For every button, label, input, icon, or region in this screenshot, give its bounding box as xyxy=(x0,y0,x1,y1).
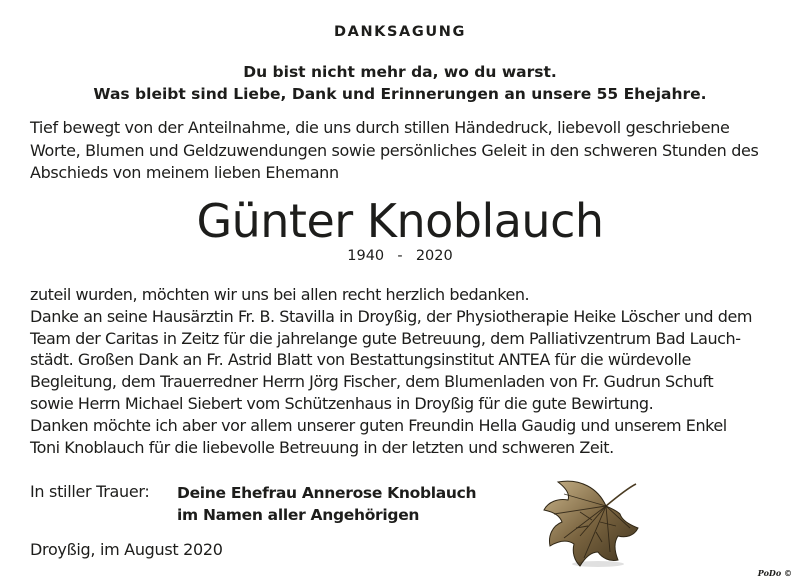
intro-line: Worte, Blumen und Geldzuwendungen sowie persönliches Geleit in den schweren Stunden des xyxy=(30,140,759,160)
mourner-line: Deine Ehefrau Annerose Knoblauch xyxy=(177,484,477,502)
heading: DANKSAGUNG xyxy=(333,24,466,40)
thanks-line: Danken möchte ich aber vor allem unserer guten Freundin Hella Gaudig und unserem Enkel xyxy=(30,415,727,435)
thanks-line: Team der Caritas in Zeitz für die jahrelange gute Betreuung, dem Palliativzentrum Bad Lauch- xyxy=(30,328,741,348)
thanks-line: städt. Großen Dank an Fr. Astrid Blatt von Bestattungsinstitut ANTEA für die würdevolle xyxy=(30,350,691,370)
motto xyxy=(0,61,800,105)
intro-paragraph xyxy=(30,117,790,185)
place-date: Droyßig, im August 2020 xyxy=(30,540,223,559)
thanks-line: zuteil wurden, möchten wir uns bei allen recht herzlich bedanken. xyxy=(30,285,530,304)
thanks-line: Danke an seine Hausärztin Fr. B. Stavilla in Droyßig, der Physiotherapie Heike Löscher und dem xyxy=(30,306,753,326)
motto-line: Was bleibt sind Liebe, Dank und Erinnerungen an unsere 55 Ehejahre. xyxy=(93,85,707,103)
deceased-name: Günter Knoblauch xyxy=(196,194,604,248)
thanks-line: Toni Knoblauch für die liebevolle Betreuung in der letzten und schweren Zeit. xyxy=(30,437,614,457)
thanks-paragraph xyxy=(30,284,800,458)
credit-mark: PoDo © xyxy=(757,568,792,578)
intro-line: Abschieds von meinem lieben Ehemann xyxy=(30,163,339,182)
leaf-icon xyxy=(540,466,645,570)
intro-line: Tief bewegt von der Anteilnahme, die uns durch stillen Händedruck, liebevoll geschriebene xyxy=(30,118,730,137)
thanks-line: sowie Herrn Michael Siebert vom Schützenhaus in Droyßig für die gute Bewirtung. xyxy=(30,393,654,413)
motto-line: Du bist nicht mehr da, wo du warst. xyxy=(243,63,557,81)
deceased-years: 1940 - 2020 xyxy=(347,248,453,264)
thanks-line: Begleitung, dem Trauerredner Herrn Jörg Fischer, dem Blumenladen von Fr. Gudrun Schuft xyxy=(30,372,714,392)
mourners xyxy=(177,482,476,526)
mourner-line: im Namen aller Angehörigen xyxy=(177,506,420,524)
mourning-label: In stiller Trauer: xyxy=(30,482,150,501)
